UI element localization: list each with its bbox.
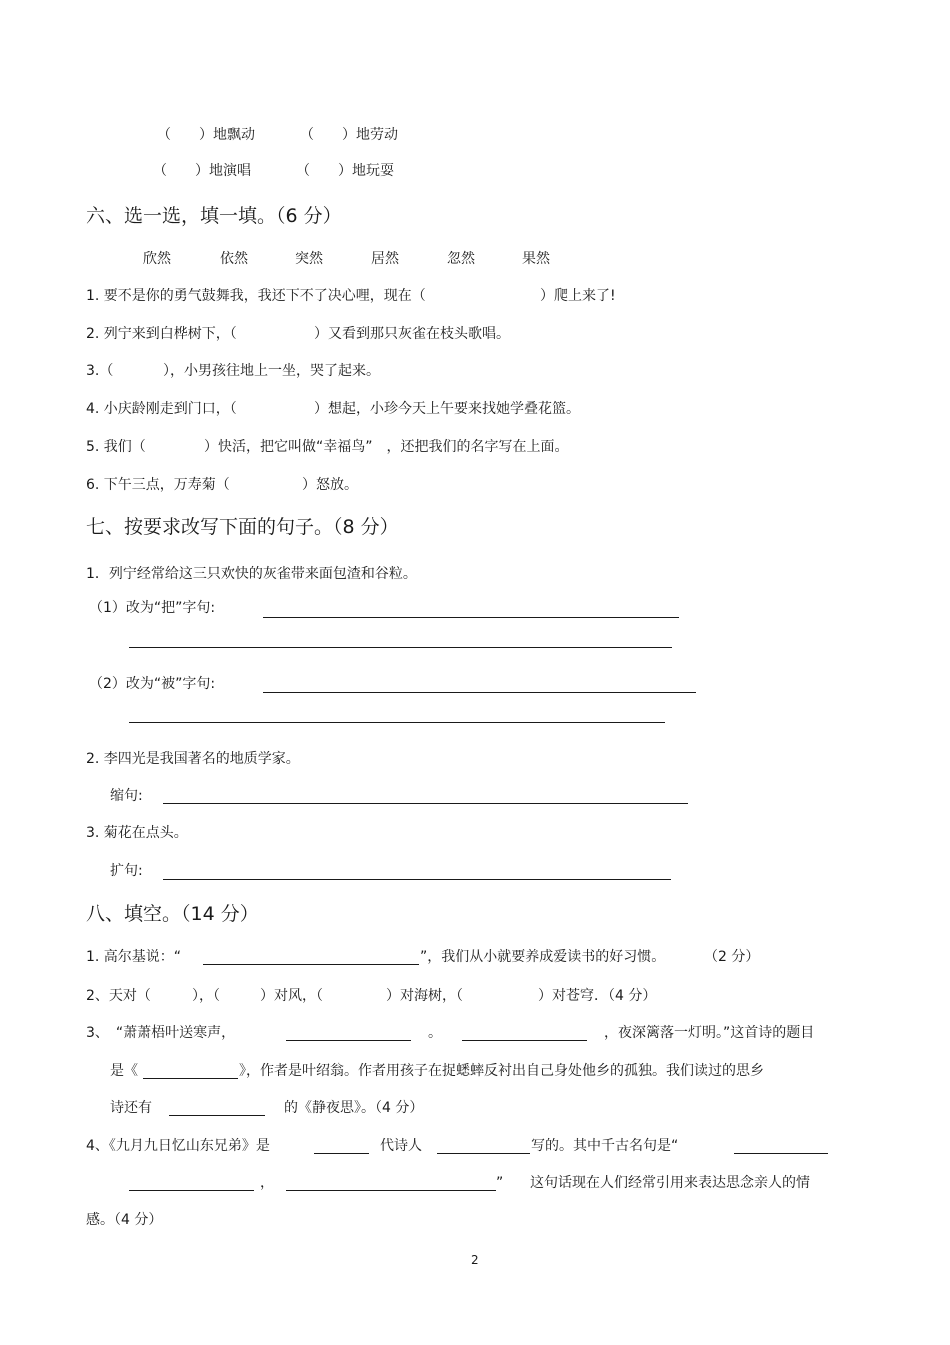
part8-q3-e: 》，作者是叶绍翁。作者用孩子在捉蟋蟀反衬出自己身处他乡的孤独。我们读过的思乡	[239, 1063, 764, 1079]
answer-line[interactable]	[286, 1190, 496, 1191]
part6-q6-start: 6. 下午三点，万寿菊（	[86, 477, 230, 493]
answer-line[interactable]	[143, 1078, 238, 1079]
part6-q2-start: 2. 列宁来到白桦树下，（	[86, 326, 237, 342]
part7-q2: 2. 李四光是我国著名的地质学家。	[86, 751, 300, 767]
part7-q3: 3. 菊花在点头。	[86, 825, 188, 841]
part8-q1-score: （2 分）	[704, 949, 760, 965]
part8-q3-c: ，夜深篱落一灯明。”这首诗的题目	[604, 1025, 815, 1041]
part8-title: 八、填空。（14 分）	[86, 903, 259, 925]
part7-q3a-label: 扩句:	[110, 863, 143, 879]
part7-q1: 1．列宁经常给这三只欢快的灰雀带来面包渣和谷粒。	[86, 566, 417, 582]
part6-q4-start: 4. 小庆龄刚走到门口，（	[86, 401, 237, 417]
part6-q3-start: 3.（	[86, 363, 114, 379]
part8-q1-start: 1. 高尔基说：“	[86, 949, 182, 965]
answer-line[interactable]	[129, 647, 672, 648]
word-option-4: 居然	[371, 251, 399, 267]
part8-q4-g: 感。（4 分）	[86, 1212, 163, 1228]
part8-q1-end: ”，我们从小就要养成爱读书的好习惯。	[420, 949, 666, 965]
part8-q4-d: ，	[260, 1175, 274, 1191]
part8-q2-b: ），（	[192, 988, 220, 1004]
answer-line[interactable]	[263, 617, 679, 618]
part8-q4-b: 代诗人	[380, 1138, 422, 1154]
answer-line[interactable]	[169, 1115, 265, 1116]
answer-line[interactable]	[163, 803, 688, 804]
word-option-5: 忽然	[447, 251, 475, 267]
part8-q2-e: ）对苍穹．（4 分）	[538, 988, 657, 1004]
answer-line[interactable]	[314, 1153, 369, 1154]
answer-line[interactable]	[437, 1153, 530, 1154]
part6-q1-end: ）爬上来了!	[540, 288, 616, 304]
part5-item-1: （ ）地飘动	[157, 127, 255, 143]
answer-line[interactable]	[263, 692, 696, 693]
part6-q4-end: ）想起，小珍今天上午要来找她学叠花篮。	[314, 401, 580, 417]
part8-q4-f: 这句话现在人们经常引用来表达思念亲人的情	[530, 1175, 810, 1191]
part6-title: 六、选一选，填一填。（6 分）	[86, 205, 342, 227]
part8-q3-f: 诗还有	[110, 1100, 152, 1116]
part6-q3-end: ），小男孩往地上一坐，哭了起来。	[163, 363, 380, 379]
part7-q1a-label: （1）改为“把”字句:	[89, 600, 216, 616]
word-option-6: 果然	[522, 251, 550, 267]
part6-q6-end: ）怒放。	[302, 477, 358, 493]
answer-line[interactable]	[163, 879, 671, 880]
part8-q2-a: 2、天对（	[86, 988, 151, 1004]
part5-item-3: （ ）地演唱	[153, 163, 251, 179]
answer-line[interactable]	[203, 964, 419, 965]
part8-q3-g: 的《静夜思》。（4 分）	[284, 1100, 424, 1116]
part5-item-2: （ ）地劳动	[300, 127, 398, 143]
part5-item-4: （ ）地玩耍	[296, 163, 394, 179]
part8-q2-c: ）对风，（	[260, 988, 323, 1004]
answer-line[interactable]	[129, 1190, 254, 1191]
part8-q3-a: 3、 “萧萧梧叶送寒声，	[86, 1025, 236, 1041]
part8-q4-a: 4、《九月九日忆山东兄弟》是	[86, 1138, 270, 1154]
answer-line[interactable]	[286, 1040, 411, 1041]
word-option-1: 欣然	[143, 251, 171, 267]
answer-line[interactable]	[734, 1153, 828, 1154]
word-option-3: 突然	[295, 251, 323, 267]
part8-q4-c: 写的。其中千古名句是“	[531, 1138, 679, 1154]
part7-q1b-label: （2）改为“被”字句:	[89, 676, 216, 692]
part8-q3-b: 。	[428, 1025, 442, 1041]
part8-q3-d: 是《	[110, 1063, 138, 1079]
part6-q1-start: 1. 要不是你的勇气鼓舞我，我还下不了决心哩，现在（	[86, 288, 426, 304]
part8-q4-e: ”	[496, 1175, 504, 1191]
page-number: 2	[471, 1253, 479, 1267]
part7-q2a-label: 缩句:	[110, 788, 143, 804]
answer-line[interactable]	[129, 722, 665, 723]
part6-q2-end: ）又看到那只灰雀在枝头歌唱。	[314, 326, 510, 342]
part6-q5-end: ）快活，把它叫做“幸福鸟” ，还把我们的名字写在上面。	[204, 439, 569, 455]
part6-q5-start: 5. 我们（	[86, 439, 146, 455]
part7-title: 七、按要求改写下面的句子。（8 分）	[86, 516, 399, 538]
answer-line[interactable]	[462, 1040, 587, 1041]
word-option-2: 依然	[220, 251, 248, 267]
part8-q2-d: ）对海树，（	[386, 988, 463, 1004]
